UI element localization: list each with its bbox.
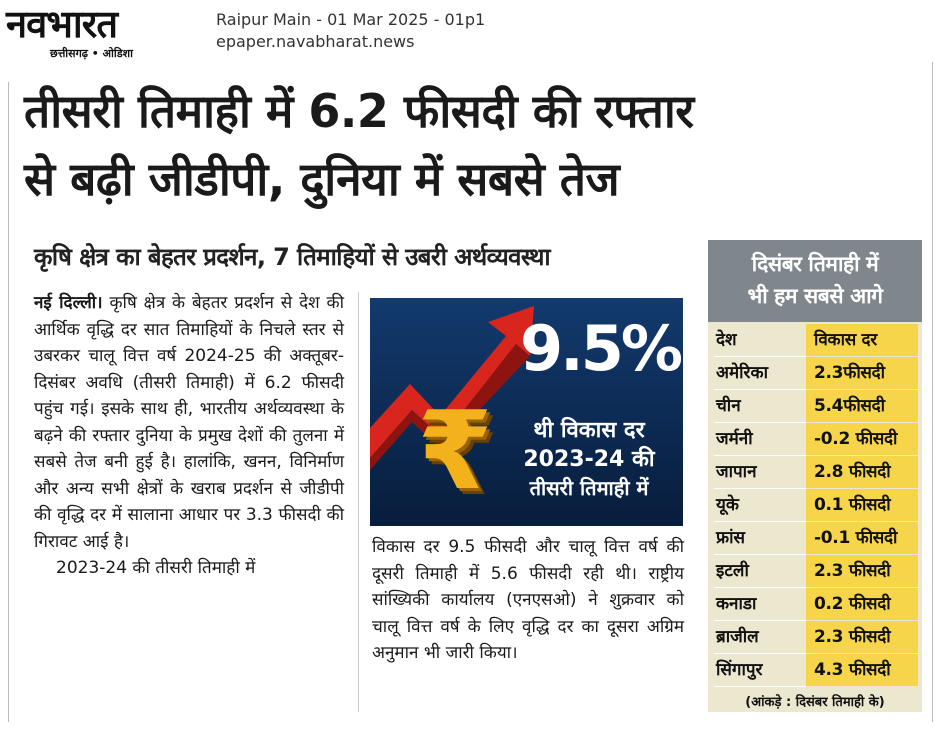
table-row [708, 522, 922, 555]
table-row [708, 621, 922, 654]
paragraph-1 [34, 290, 344, 555]
country-cell: अमेरिका [716, 363, 768, 383]
subheadline: कृषि क्षेत्र का बेहतर प्रदर्शन, 7 तिमाहियों से उबरी अर्थव्यवस्था [34, 243, 551, 271]
table-header-row [708, 324, 922, 357]
newspaper-logo[interactable] [6, 4, 198, 60]
logo-text: नवभारत [6, 2, 117, 46]
header-rate: विकास दर [806, 324, 918, 356]
table-row [708, 654, 922, 687]
country-cell: यूके [716, 495, 739, 515]
site-url[interactable]: epaper.navabharat.news [216, 32, 415, 51]
country-cell: चीन [716, 396, 741, 416]
rate-cell: 4.3 फीसदी [806, 654, 918, 686]
rupee-icon: ₹ [417, 389, 493, 514]
right-border [932, 62, 933, 722]
graphic-caption-3: तीसरी तिमाही में [529, 476, 649, 500]
table-row [708, 357, 922, 390]
rate-cell: 2.8 फीसदी [806, 456, 918, 488]
rate-cell: 0.1 फीसदी [806, 489, 918, 521]
rate-cell: -0.1 फीसदी [806, 522, 918, 554]
paragraph-1-text: कृषि क्षेत्र के बेहतर प्रदर्शन से देश की आर्थिक वृद्धि दर सात तिमाहियों के निचले स्तर से उबरकर चालू वित्त वर्ष 2024-25 की अक्तूबर-दिसंबर अवधि (तीसरी तिमाही) में 6.2 फीसदी पहुंच गई। इसके साथ ही, भारतीय अर्थव्यवस्था के बढ़ने की रफ्तार दुनिया के प्रमुख देशों की तुलना में सबसे तेज बनी हुई है। हालांकि, खनन, विनिर्माण और अन्य सभी क्षेत्रों के खराब प्रदर्शन से जीडीपी की वृद्धि दर में सालाना आधार पर 3.3 फीसदी की गिरावट आई है। [34, 293, 344, 552]
rate-cell: 2.3फीसदी [806, 357, 918, 389]
logo-regions: छत्तीसगढ़ • ओडिशा [50, 47, 133, 60]
table-row [708, 555, 922, 588]
table-row [708, 456, 922, 489]
dateline: नई दिल्ली। [34, 293, 103, 313]
table-row [708, 423, 922, 456]
edition-info: Raipur Main - 01 Mar 2025 - 01p1 [216, 10, 486, 29]
masthead [0, 0, 935, 62]
country-cell: जर्मनी [716, 429, 753, 449]
header-country: देश [716, 330, 737, 350]
column-separator [358, 292, 359, 712]
country-cell: इटली [716, 561, 749, 581]
left-border [8, 82, 9, 722]
growth-percent: 9.5% [520, 312, 680, 385]
country-cell: फ्रांस [716, 528, 746, 548]
rate-cell: 2.3 फीसदी [806, 555, 918, 587]
country-cell: ब्राजील [716, 627, 759, 647]
paragraph-3: विकास दर 9.5 फीसदी और चालू वित्त वर्ष की दूसरी तिमाही में 5.6 फीसदी रही थी। राष्ट्रीय सांख्यिकी कार्यालय (एनएसओ) ने शुक्रवार को चालू वित्त वर्ष के लिए वृद्धि दर का दूसरा अग्रिम अनुमान भी जारी किया। [372, 537, 684, 663]
headline-line-1: तीसरी तिमाही में 6.2 फीसदी की रफ्तार [24, 84, 694, 138]
rate-cell: 0.2 फीसदी [806, 588, 918, 620]
rate-cell: 2.3 फीसदी [806, 621, 918, 653]
article-body-left [34, 290, 344, 582]
graphic-caption-1: थी विकास दर [533, 418, 645, 443]
sidebar-title-line-1: दिसंबर तिमाही में [751, 252, 879, 276]
headline-line-2: से बढ़ी जीडीपी, दुनिया में सबसे तेज [24, 152, 620, 206]
country-cell: कनाडा [716, 594, 757, 614]
growth-infographic [370, 298, 683, 526]
graphic-caption-2: 2023-24 की [523, 447, 655, 472]
paragraph-2: 2023-24 की तीसरी तिमाही में [56, 558, 256, 578]
growth-comparison-box [708, 240, 922, 712]
sidebar-title [708, 240, 922, 322]
article-body-middle [372, 534, 684, 667]
rate-cell: -0.2 फीसदी [806, 423, 918, 455]
table-row [708, 390, 922, 423]
country-cell: सिंगापुर [716, 660, 763, 680]
sidebar-title-line-2: भी हम सबसे आगे [747, 284, 883, 308]
headline [24, 78, 924, 214]
country-cell: जापान [716, 462, 757, 482]
rate-cell: 5.4फीसदी [806, 390, 918, 422]
row-divider [714, 686, 806, 687]
table-row [708, 489, 922, 522]
table-footnote: (आंकड़े : दिसंबर तिमाही के) [745, 695, 885, 710]
table-row [708, 588, 922, 621]
